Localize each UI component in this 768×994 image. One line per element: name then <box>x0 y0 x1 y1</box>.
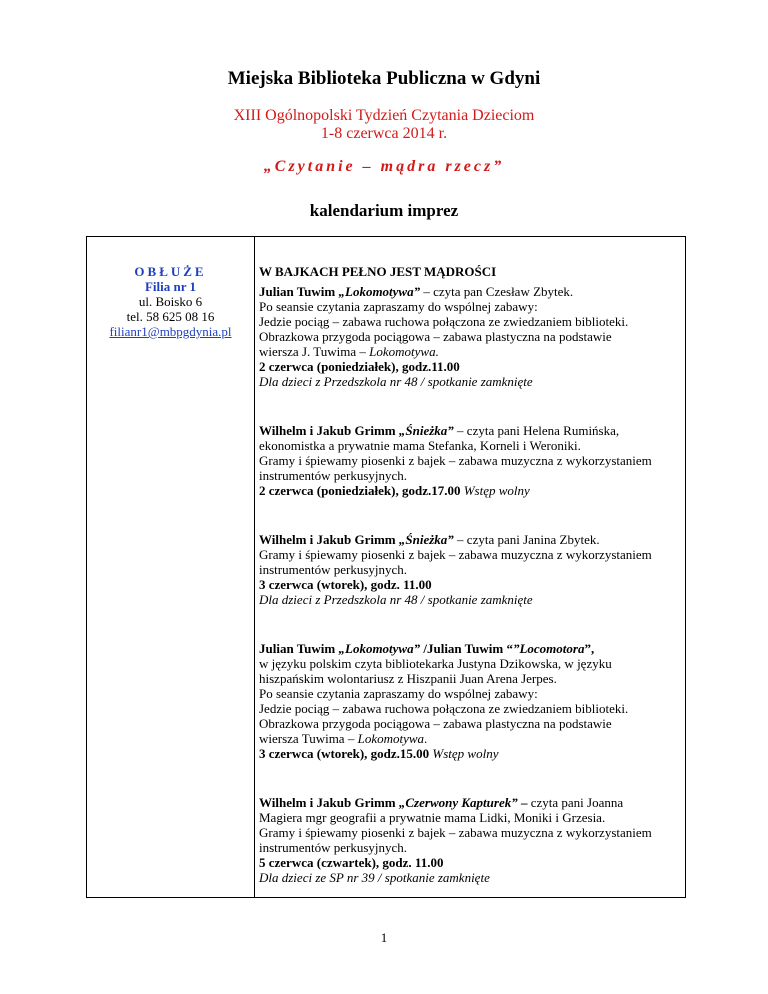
event-date-note: Wstęp wolny <box>463 483 530 498</box>
event-line: Gramy i śpiewamy piosenki z bajek – zabawa muzyczna z wykorzystaniem <box>259 547 652 562</box>
event-date: 2 czerwca (poniedziałek), godz.17.00 <box>259 483 461 498</box>
event-line: instrumentów perkusyjnych. <box>259 840 408 855</box>
branch-filia: Filia nr 1 <box>144 279 197 294</box>
event-line-tail: . <box>424 731 428 746</box>
column-divider <box>254 237 255 897</box>
event-work: „Lokomotywa” <box>338 284 421 299</box>
event-line: ekonomistka a prywatnie mama Stefanka, Korneli i Weroniki. <box>259 438 581 453</box>
event-line: hiszpańskim wolontariusz z Hiszpanii Juan Arena Jerpes. <box>259 671 557 686</box>
event-line: Jedzie pociąg – zabawa ruchowa połączona ze zwiedzaniem biblioteki. <box>259 314 629 329</box>
event-reader-tail: ”, <box>584 641 595 656</box>
event-line: Gramy i śpiewamy piosenki z bajek – zabawa muzyczna z wykorzystaniem <box>259 825 652 840</box>
event-date: 5 czerwca (czwartek), godz. 11.00 <box>259 855 444 870</box>
branch-phone: tel. 58 625 08 16 <box>126 309 215 324</box>
event-line: Jedzie pociąg – zabawa ruchowa połączona ze zwiedzaniem biblioteki. <box>259 701 629 716</box>
event-note: Dla dzieci z Przedszkola nr 48 / spotkanie zamknięte <box>259 374 533 389</box>
event-date-note: Wstęp wolny <box>432 746 499 761</box>
page-number: 1 <box>380 930 388 945</box>
branch-info <box>87 264 254 339</box>
section-heading: kalendarium imprez <box>309 201 459 220</box>
branch-email-link[interactable]: filianr1@mbpgdynia.pl <box>109 324 232 339</box>
event-reader: – czyta pan Czesław Zbytek. <box>420 284 574 299</box>
event-line: wiersza J. Tuwima – <box>259 344 370 359</box>
event-reader: – czyta pani Janina Zbytek. <box>453 532 600 547</box>
event-date: 2 czerwca (poniedziałek), godz.11.00 <box>259 359 460 374</box>
event-item <box>259 423 683 498</box>
event-work-translation: ”Locomotora <box>512 641 585 656</box>
events-section-title: W BAJKACH PEŁNO JEST MĄDROŚCI <box>259 264 497 279</box>
event-item <box>259 532 683 607</box>
event-line: w języku polskim czyta bibliotekarka Justyna Dzikowska, w języku <box>259 656 612 671</box>
event-author: Julian Tuwim <box>259 284 339 299</box>
event-line: instrumentów perkusyjnych. <box>259 562 408 577</box>
event-reader: czyta pani Joanna <box>527 795 624 810</box>
schedule-table <box>86 236 686 898</box>
events-column <box>259 264 683 919</box>
branch-address: ul. Boisko 6 <box>138 294 203 309</box>
event-work: „Czerwony Kapturek” <box>398 795 518 810</box>
event-author: Wilhelm i Jakub Grimm <box>259 795 399 810</box>
event-note: Dla dzieci ze SP nr 39 / spotkanie zamknięte <box>259 870 490 885</box>
event-line: Po seansie czytania zapraszamy do wspólnej zabawy: <box>259 299 538 314</box>
subtitle-dates: 1-8 czerwca 2014 r. <box>320 125 448 142</box>
event-work: „Lokomotywa” <box>338 641 421 656</box>
motto: „Czytanie – mądra rzecz” <box>263 158 505 175</box>
page-title: Miejska Biblioteka Publiczna w Gdyni <box>227 68 541 89</box>
event-author: Julian Tuwim <box>259 641 339 656</box>
event-line: instrumentów perkusyjnych. <box>259 468 408 483</box>
event-date: 3 czerwca (wtorek), godz. 11.00 <box>259 577 432 592</box>
event-line: Gramy i śpiewamy piosenki z bajek – zabawa muzyczna z wykorzystaniem <box>259 453 652 468</box>
event-item <box>259 795 683 885</box>
event-item <box>259 641 683 761</box>
event-work: „Śnieżka” <box>398 532 454 547</box>
subtitle-event: XIII Ogólnopolski Tydzień Czytania Dzieciom <box>233 107 535 124</box>
event-date: 3 czerwca (wtorek), godz.15.00 <box>259 746 430 761</box>
event-reader-dash: – <box>517 795 528 810</box>
event-line-italic: Lokomotywa <box>357 731 425 746</box>
event-line: Obrazkowa przygoda pociągowa – zabawa plastyczna na podstawie <box>259 716 612 731</box>
event-item <box>259 284 683 389</box>
event-line: Obrazkowa przygoda pociągowa – zabawa plastyczna na podstawie <box>259 329 612 344</box>
event-line: wiersza Tuwima – <box>259 731 358 746</box>
event-reader: /Julian Tuwim “ <box>420 641 513 656</box>
event-line: Po seansie czytania zapraszamy do wspólnej zabawy: <box>259 686 538 701</box>
event-line-italic: Lokomotywa. <box>369 344 439 359</box>
event-work: „Śnieżka” <box>398 423 454 438</box>
branch-name: OBŁUŻE <box>134 264 207 279</box>
event-line: Magiera mgr geografii a prywatnie mama Lidki, Moniki i Grzesia. <box>259 810 606 825</box>
event-note: Dla dzieci z Przedszkola nr 48 / spotkanie zamknięte <box>259 592 533 607</box>
event-author: Wilhelm i Jakub Grimm <box>259 532 399 547</box>
event-reader: – czyta pani Helena Rumińska, <box>453 423 620 438</box>
event-author: Wilhelm i Jakub Grimm <box>259 423 399 438</box>
